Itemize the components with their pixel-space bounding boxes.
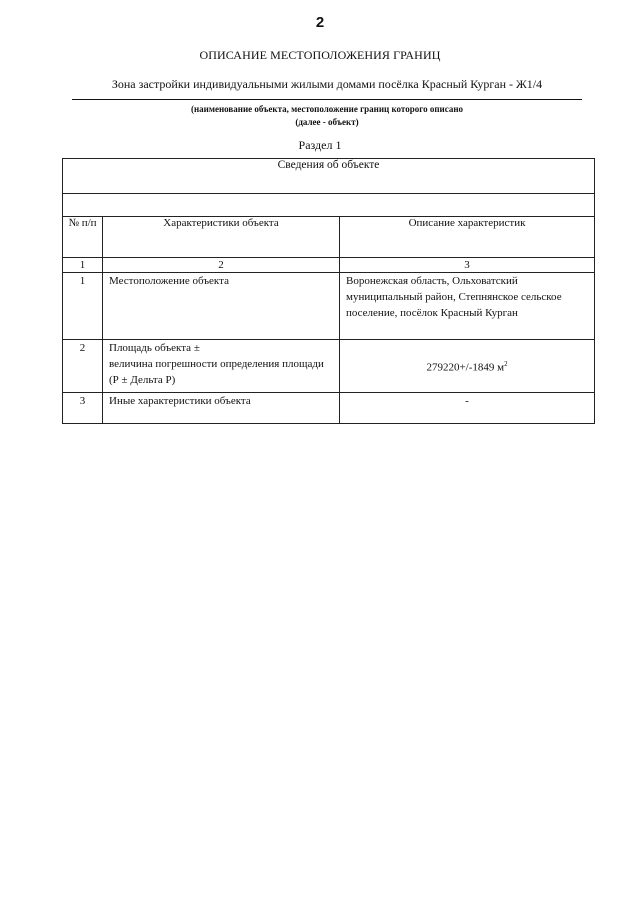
row-value: - [340,393,595,424]
table-empty-cell [63,194,595,217]
object-caption-line1: (наименование объекта, местоположение границ которого описано [190,104,464,114]
row-value: Воронежская область, Ольховатский муниципальный район, Степнянское сельское поселение, посёлок Красный Курган [340,273,595,340]
object-name: Зона застройки индивидуальными жилыми домами посёлка Красный Курган - Ж1/4 [111,77,543,91]
row-value [340,340,595,393]
object-name-underline [72,99,582,100]
header-num: № п/п [63,217,103,258]
table-header-row [63,217,595,258]
row-characteristic-line2: величина погрешности определения площади (Р ± Дельта Р) [109,358,324,386]
section-label: Раздел 1 [298,138,342,152]
column-number-row [63,258,595,273]
table-row [63,340,595,393]
row-characteristic: Иные характеристики объекта [103,393,340,424]
table-empty-row [63,194,595,217]
object-info-table [62,158,595,424]
document-title: ОПИСАНИЕ МЕСТОПОЛОЖЕНИЯ ГРАНИЦ [199,48,441,62]
header-description: Описание характеристик [340,217,595,258]
row-num: 3 [63,393,103,424]
row-characteristic: Местоположение объекта [103,273,340,340]
table-title-row [63,159,595,194]
page-number: 2 [315,14,325,31]
object-caption [72,103,582,129]
column-number: 2 [103,258,340,273]
header-characteristic: Характеристики объекта [103,217,340,258]
row-value-unit-sup: 2 [504,360,508,369]
table-row [63,393,595,424]
object-caption-line2: (далее - объект) [295,117,359,127]
table-title: Сведения об объекте [63,159,595,194]
row-num: 2 [63,340,103,393]
column-number: 1 [63,258,103,273]
row-characteristic-line1: Площадь объекта ± [109,342,200,354]
table-row [63,273,595,340]
row-characteristic [103,340,340,393]
column-number: 3 [340,258,595,273]
row-value-text: 279220+/-1849 м [426,361,505,374]
row-num: 1 [63,273,103,340]
